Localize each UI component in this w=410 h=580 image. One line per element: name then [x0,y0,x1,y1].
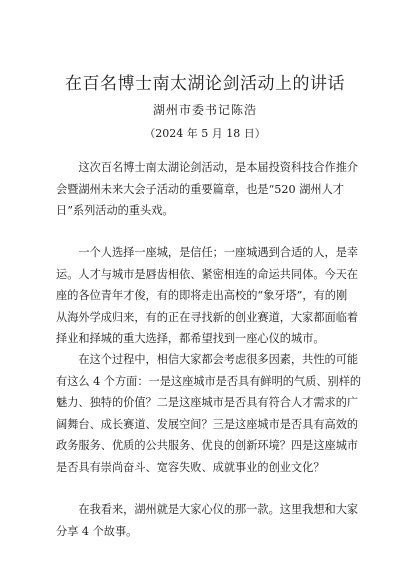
paragraph-line: 这次百名博士南太湖论剑活动，是本届投资科技合作推介 [56,161,359,174]
paragraph-line: 会暨湖州未来大会子活动的重要篇章，也是“520 湖州人才 [56,182,344,196]
speech-author: 湖州市委书记陈浩 [152,103,257,117]
paragraph-line: 在我看来，湖州就是大家心仪的那一款。这里我想和大家 [56,503,359,516]
speech-title: 在百名博士南太湖论剑活动上的讲话 [65,74,345,94]
paragraph-line: 择业和择城的重大选择，都希望找到一座心仪的城市。 [56,332,325,345]
paragraph-line: 分享 4 个故事。 [56,524,138,538]
paragraph-3 [56,349,362,478]
paragraph-2 [56,242,359,350]
speech-date: （2024 年 5 月 18 日） [144,127,266,140]
paragraph-line: 日”系列活动的重头戏。 [56,204,174,217]
paragraph-line: 政务服务、优质的公共服务、优良的创新环境？四是这座城市 [56,439,359,452]
paragraph-line: 一个人选择一座城，是信任；一座城遇到合适的人，是幸 [56,246,359,259]
paragraph-line: 在这个过程中，相信大家都会考虑很多因素，共性的可能 [56,353,359,366]
paragraph-1 [56,157,359,222]
paragraph-line: 魅力、独特的价值？二是这座城市是否具有符合人才需求的广 [56,396,359,409]
paragraph-line: 是否具有崇尚奋斗、宽容失败、成就事业的创业文化？ [56,460,325,474]
paragraph-line: 有这么 4 个方面：一是这座城市是否具有鲜明的气质、别样的 [56,374,362,388]
paragraph-line: 座的各位青年才俊，有的即将走出高校的“象牙塔”，有的刚 [56,289,348,302]
paragraph-4 [56,499,359,542]
paragraph-line: 阔舞台、成长赛道、发展空间？三是这座城市是否具有高效的 [56,417,359,431]
paragraph-line: 从海外学成归来，有的正在寻找新的创业赛道，大家都面临着 [56,310,359,324]
paragraph-line: 运。人才与城市是唇齿相依、紧密相连的命运共同体。今天在 [56,267,359,281]
